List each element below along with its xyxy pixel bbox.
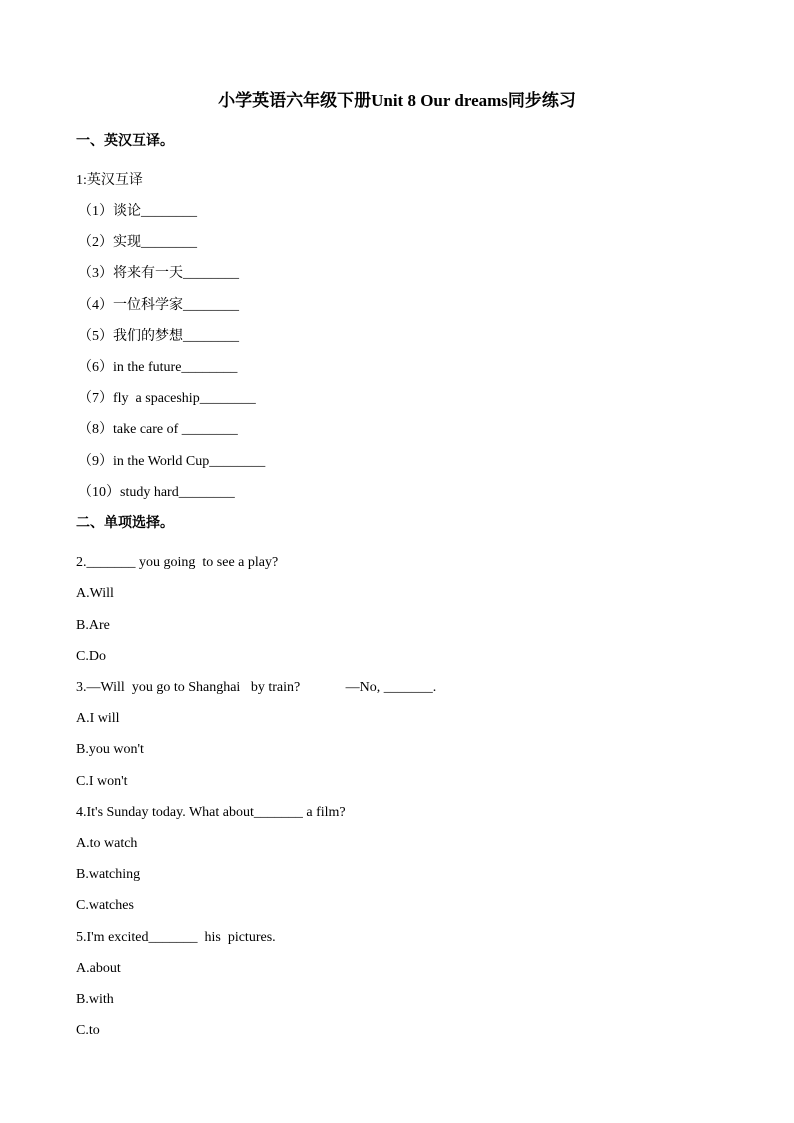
translation-item: （9）in the World Cup________ xyxy=(78,454,266,469)
translation-item: （6）in the future________ xyxy=(78,360,238,375)
answer-option: B.with xyxy=(76,992,114,1007)
question-1-prompt: 1:英汉互译 xyxy=(76,173,143,188)
translation-item: （7）fly a spaceship________ xyxy=(78,391,256,406)
answer-option: A.Will xyxy=(76,586,114,601)
translation-item: （3）将来有一天________ xyxy=(78,266,239,281)
section-1-heading: 一、英汉互译。 xyxy=(76,134,174,149)
question-stem: 5.I'm excited_______ his pictures. xyxy=(76,930,276,945)
section-2-heading: 二、单项选择。 xyxy=(76,516,174,531)
question-stem: 3.—Will you go to Shanghai by train? —No, _______. xyxy=(76,680,437,695)
answer-option: A.I will xyxy=(76,711,120,726)
answer-option: C.I won't xyxy=(76,774,128,789)
translation-item: （5）我们的梦想________ xyxy=(78,329,239,344)
translation-item: （10）study hard________ xyxy=(78,485,235,500)
translation-item: （1）谈论________ xyxy=(78,204,197,219)
translation-item: （8）take care of ________ xyxy=(78,422,238,437)
answer-option: C.watches xyxy=(76,898,134,913)
translation-item: （2）实现________ xyxy=(78,235,197,250)
answer-option: C.to xyxy=(76,1023,100,1038)
translation-item: （4）一位科学家________ xyxy=(78,298,239,313)
question-stem: 4.It's Sunday today. What about_______ a film? xyxy=(76,805,346,820)
answer-option: B.Are xyxy=(76,618,110,633)
answer-option: A.to watch xyxy=(76,836,138,851)
answer-option: B.watching xyxy=(76,867,141,882)
page-title: 小学英语六年级下册Unit 8 Our dreams同步练习 xyxy=(218,91,576,110)
answer-option: B.you won't xyxy=(76,742,144,757)
answer-option: C.Do xyxy=(76,649,106,664)
question-stem: 2._______ you going to see a play? xyxy=(76,555,279,570)
answer-option: A.about xyxy=(76,961,121,976)
